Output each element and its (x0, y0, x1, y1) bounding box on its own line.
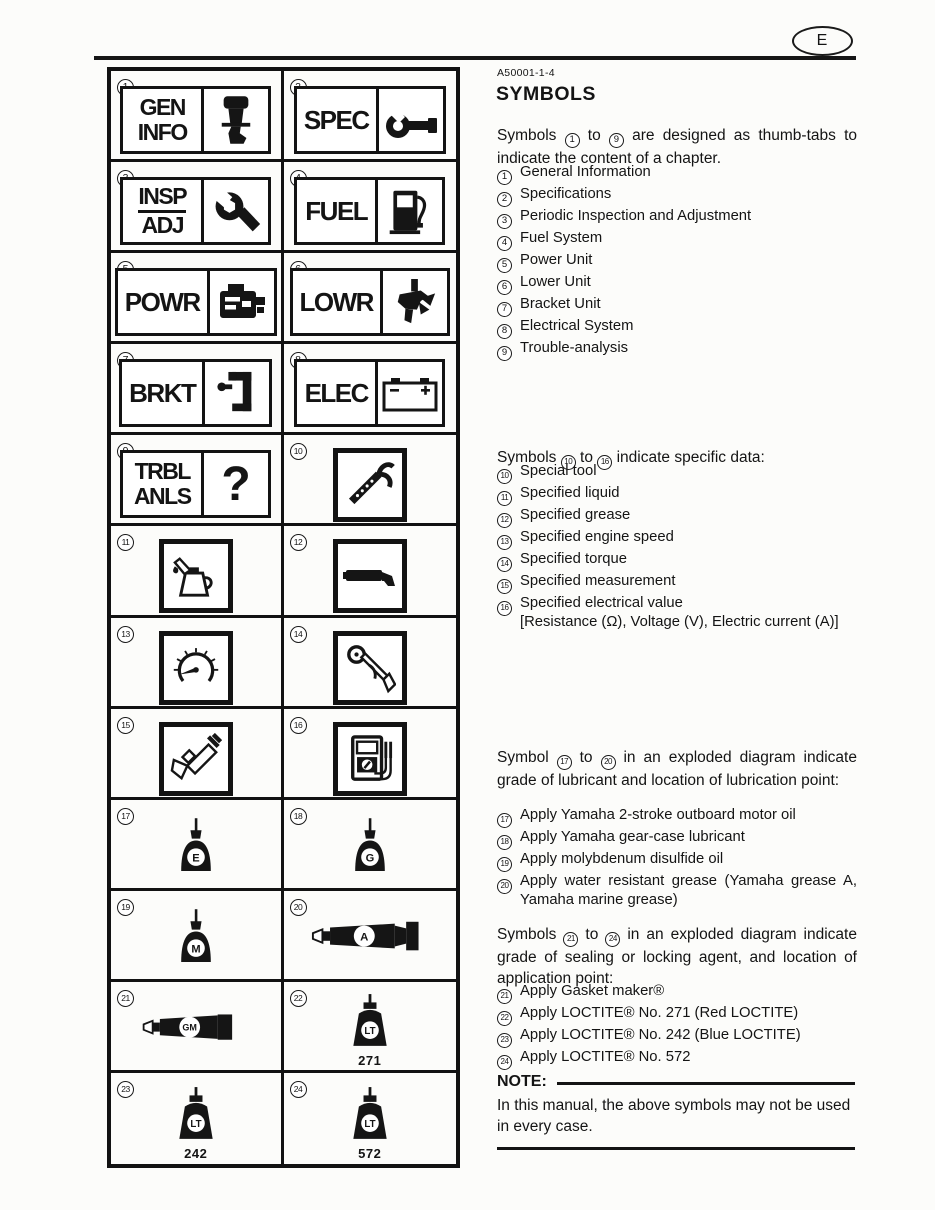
list-item-text: Bracket Unit (520, 296, 601, 312)
list-item-text: Apply LOCTITE® No. 242 (Blue LOCTITE) (520, 1027, 801, 1043)
note-block (497, 1073, 855, 1150)
list-item-number (497, 982, 520, 1004)
section-intro: Symbol 17 to 20 in an exploded diagram indicate grade of lubricant and location of lubrication point: (497, 748, 857, 789)
circled-number: 10 (497, 469, 512, 484)
chapter-label-line: POWR (124, 287, 200, 318)
list-item (497, 484, 857, 506)
chapter-label-line: GEN (139, 94, 185, 121)
symbol-cell-21 (111, 982, 284, 1073)
list-item (497, 163, 857, 185)
tachometer-icon (171, 643, 221, 693)
section-intro: Symbols 21 to 24 in an exploded diagram indicate grade of sealing or locking agent, and location of application point: (497, 925, 857, 987)
note-label: NOTE: (497, 1073, 547, 1090)
question-mark-icon (216, 458, 256, 510)
symbol-list (497, 806, 857, 910)
cell-body (111, 891, 281, 979)
circled-number: 19 (497, 857, 512, 872)
list-item-number (497, 872, 520, 910)
circled-number: 3 (497, 214, 512, 229)
circled-number: 7 (497, 302, 512, 317)
micrometer-icon (383, 98, 439, 142)
list-item-number (497, 229, 520, 251)
circled-number: 17 (497, 813, 512, 828)
circled-number: 2 (497, 192, 512, 207)
symbol-cell-20 (284, 891, 457, 982)
circled-number: 18 (497, 835, 512, 850)
note-bottom-rule (497, 1147, 855, 1150)
chapter-icon-pane (378, 180, 442, 242)
circled-number: 21 (497, 989, 512, 1004)
chapter-label-line: TRBL (134, 458, 190, 485)
symbol-frame (159, 722, 233, 796)
list-item-number (497, 339, 520, 361)
list-item-number (497, 207, 520, 229)
circled-number: 14 (497, 557, 512, 572)
list-item-text: Apply LOCTITE® No. 572 (520, 1049, 691, 1065)
cell-body (111, 162, 281, 250)
list-item-number (497, 594, 520, 632)
circled-number: 16 (290, 717, 307, 734)
symbol-art (171, 1086, 221, 1145)
circled-number: 18 (290, 808, 307, 825)
circled-number: 20 (290, 899, 307, 916)
special-tool-icon (344, 459, 396, 511)
list-item (497, 251, 857, 273)
circled-number: 9 (609, 133, 624, 148)
bottle-letter: M (191, 943, 201, 956)
cell-body (284, 526, 457, 614)
cell-body (284, 800, 457, 888)
vernier-caliper-icon (170, 733, 222, 785)
circled-number: 4 (497, 236, 512, 251)
chapter-thumbtab (119, 359, 272, 427)
loctite-number: 242 (184, 1145, 208, 1161)
chapter-thumbtab (294, 359, 445, 427)
circled-number: 16 (497, 601, 512, 616)
engine-icon (216, 279, 268, 325)
header-rule (94, 56, 856, 60)
oil-bottle-icon (171, 818, 221, 874)
list-item-text: Apply Yamaha gear-case lubricant (520, 829, 745, 845)
list-item-number (497, 828, 520, 850)
list-item-number (497, 484, 520, 506)
chapter-label-line: INSP (138, 184, 186, 213)
chapter-icon-pane (378, 362, 442, 424)
list-item-number (497, 462, 520, 484)
chapter-label (123, 453, 204, 515)
list-item-number (497, 1048, 520, 1070)
list-item (497, 185, 857, 207)
list-item-text: Apply molybdenum disulfide oil (520, 851, 724, 867)
list-item (497, 550, 857, 572)
symbol-art (140, 1009, 252, 1052)
cell-body (284, 253, 457, 341)
oil-bottle-icon (171, 909, 221, 965)
circled-number: 23 (497, 1033, 512, 1048)
circled-number: 20 (601, 755, 616, 770)
circled-number: 12 (290, 534, 307, 551)
symbol-list (497, 462, 857, 632)
loctite-bottle-icon (345, 993, 395, 1047)
chapter-label (297, 89, 379, 151)
symbol-cell-15 (111, 709, 284, 800)
symbol-cell-19 (111, 891, 284, 982)
cell-body (284, 982, 457, 1070)
circled-number: 8 (497, 324, 512, 339)
chapter-icon-pane (205, 362, 269, 424)
chapter-thumbtab (120, 86, 271, 154)
chapter-label-line: SPEC (303, 105, 369, 136)
symbol-cell-8 (284, 344, 457, 435)
svg-text:?: ? (221, 458, 251, 511)
list-item-text: Specified measurement (520, 573, 676, 589)
bottle-letter: G (365, 852, 375, 865)
chapter-label-line: FUEL (305, 196, 368, 227)
cell-body (111, 800, 281, 888)
circled-number: 10 (561, 455, 576, 470)
symbol-cell-17 (111, 800, 284, 891)
symbol-frame (333, 631, 407, 705)
circled-number: 6 (497, 280, 512, 295)
cell-body (111, 709, 281, 797)
chapter-thumbtab (290, 268, 450, 336)
list-item-text: Specified torque (520, 551, 627, 567)
circled-number: 20 (497, 879, 512, 894)
symbol-list (497, 163, 857, 361)
symbol-cell-23 (111, 1073, 284, 1164)
symbol-table (107, 67, 460, 1168)
list-item-number (497, 850, 520, 872)
circled-number: 13 (117, 626, 134, 643)
list-item-text: Electrical System (520, 318, 634, 334)
list-item-number (497, 251, 520, 273)
note-rule (557, 1082, 855, 1085)
cell-body (284, 618, 457, 706)
symbol-frame (333, 722, 407, 796)
list-item (497, 207, 857, 229)
cell-body (111, 344, 281, 432)
edition-letter: E (816, 32, 829, 49)
circled-number: 5 (497, 258, 512, 273)
symbol-cell-18 (284, 800, 457, 891)
circled-number: 19 (117, 899, 134, 916)
circled-number: 13 (497, 535, 512, 550)
symbol-list (497, 982, 857, 1070)
symbol-cell-22 (284, 982, 457, 1073)
list-item (497, 872, 857, 910)
symbol-art (345, 818, 395, 879)
tube-letter: A (359, 931, 369, 944)
symbol-frame (333, 539, 407, 613)
list-item-text: Specified grease (520, 507, 631, 523)
cell-body (111, 618, 281, 706)
list-item-text: Fuel System (520, 230, 603, 246)
loctite-number: 572 (358, 1145, 382, 1161)
list-item-number (497, 572, 520, 594)
note-text: In this manual, the above symbols may not be used in every case. (497, 1097, 851, 1135)
circled-number: 1 (565, 133, 580, 148)
circled-number: 23 (117, 1081, 134, 1098)
list-item-text: Apply Yamaha 2-stroke outboard motor oil (520, 807, 796, 823)
cell-body (284, 435, 457, 523)
list-item-number (497, 295, 520, 317)
outboard-motor-icon (217, 95, 255, 145)
symbol-frame (159, 539, 233, 613)
fuel-pump-icon (386, 186, 434, 236)
chapter-label (297, 362, 378, 424)
oil-can-icon (170, 552, 222, 600)
cell-body (284, 891, 457, 979)
chapter-label (118, 271, 210, 333)
bottle-letter: LT (364, 1118, 376, 1130)
cell-body (284, 71, 457, 159)
list-item (497, 462, 857, 484)
list-item-text: General Information (520, 164, 651, 180)
list-item (497, 850, 857, 872)
chapter-label (293, 271, 383, 333)
list-item-number (497, 528, 520, 550)
list-item (497, 339, 857, 361)
circled-number: 10 (290, 443, 307, 460)
list-item-text: Trouble-analysis (520, 340, 629, 356)
symbol-art (171, 909, 221, 970)
list-item (497, 806, 857, 828)
symbol-frame (159, 631, 233, 705)
note-head (497, 1073, 855, 1091)
oil-bottle-icon (345, 818, 395, 874)
chapter-icon-pane (383, 271, 447, 333)
list-item (497, 506, 857, 528)
cell-body (284, 1073, 457, 1164)
chapter-label-line: ELEC (304, 378, 368, 409)
bottle-letter: LT (190, 1118, 202, 1130)
doc-code: A50001-1-4 (497, 67, 555, 79)
list-item-number (497, 506, 520, 528)
list-item-number (497, 806, 520, 828)
grease-gun-icon (342, 560, 398, 592)
list-item-text: Specifications (520, 186, 612, 202)
list-item (497, 572, 857, 594)
circled-number: 1 (497, 170, 512, 185)
list-item-text: Special tool (520, 463, 597, 479)
circled-number: 11 (117, 534, 134, 551)
chapter-label-line: ANLS (133, 483, 191, 510)
circled-number: 22 (290, 990, 307, 1007)
circled-number: 15 (117, 717, 134, 734)
chapter-icon-pane (204, 453, 268, 515)
chapter-icon-pane (204, 89, 268, 151)
loctite-number: 271 (358, 1053, 382, 1069)
symbol-cell-7 (111, 344, 284, 435)
loctite-bottle-icon (345, 1086, 395, 1140)
circled-number: 17 (117, 808, 134, 825)
chapter-label-line: LOWR (299, 287, 373, 318)
symbol-cell-12 (284, 526, 457, 617)
cell-body (111, 435, 281, 523)
list-item-number (497, 185, 520, 207)
clamp-bracket-icon (215, 368, 259, 418)
chapter-icon-pane (210, 271, 274, 333)
symbol-cell-13 (111, 618, 284, 709)
symbol-art (311, 917, 429, 962)
chapter-thumbtab (120, 177, 271, 245)
battery-icon (381, 373, 439, 413)
list-item-text: Specified engine speed (520, 529, 674, 545)
symbol-cell-16 (284, 709, 457, 800)
section-intro: Symbols 1 to 9 are designed as thumb-tabs to indicate the content of a chapter. (497, 126, 857, 167)
list-item-text: Specified electrical value [Resistance (Ω), Voltage (V), Electric current (A)] (520, 595, 839, 630)
circled-number: 22 (497, 1011, 512, 1026)
list-item (497, 1048, 857, 1070)
cell-body (284, 344, 457, 432)
cell-body (284, 709, 457, 797)
symbol-cell-10 (284, 435, 457, 526)
list-item-number (497, 550, 520, 572)
lower-unit-icon (392, 277, 438, 327)
list-item-number (497, 1004, 520, 1026)
circled-number: 21 (563, 932, 578, 947)
circled-number: 24 (605, 932, 620, 947)
page-title: SYMBOLS (496, 83, 596, 105)
list-item-text: Specified liquid (520, 485, 620, 501)
chapter-icon-pane (379, 89, 443, 151)
symbol-cell-14 (284, 618, 457, 709)
symbol-cell-3 (111, 162, 284, 253)
symbol-cell-6 (284, 253, 457, 344)
list-item-text: Lower Unit (520, 274, 591, 290)
chapter-icon-pane (204, 180, 268, 242)
sealant-tube-icon (140, 1009, 252, 1047)
symbol-art (345, 993, 395, 1052)
wrench-icon (210, 185, 262, 237)
bottle-letter: E (192, 852, 200, 865)
circled-number: 14 (290, 626, 307, 643)
symbol-cell-2 (284, 71, 457, 162)
circled-number: 11 (497, 491, 512, 506)
circled-number: 24 (497, 1055, 512, 1070)
chapter-label (123, 180, 204, 242)
symbol-cell-5 (111, 253, 284, 344)
cell-body (284, 162, 457, 250)
list-item-text: Apply water resistant grease (Yamaha grease A, Yamaha marine grease) (520, 873, 857, 908)
circled-number: 17 (557, 755, 572, 770)
chapter-thumbtab (115, 268, 277, 336)
chapter-thumbtab (120, 450, 271, 518)
list-item (497, 1026, 857, 1048)
symbol-cell-9 (111, 435, 284, 526)
chapter-label (297, 180, 378, 242)
list-item-text: Apply LOCTITE® No. 271 (Red LOCTITE) (520, 1005, 799, 1021)
list-item (497, 317, 857, 339)
cell-body (111, 71, 281, 159)
list-item (497, 229, 857, 251)
chapter-label-line: BRKT (129, 378, 196, 409)
torque-wrench-icon (344, 642, 396, 694)
circled-number: 12 (497, 513, 512, 528)
circled-number: 21 (117, 990, 134, 1007)
section-intro: Symbols 10 to 16 indicate specific data: (497, 447, 857, 470)
list-item-number (497, 273, 520, 295)
list-item (497, 295, 857, 317)
circled-number: 9 (497, 346, 512, 361)
list-item-text: Periodic Inspection and Adjustment (520, 208, 752, 224)
symbol-cell-1 (111, 71, 284, 162)
chapter-thumbtab (294, 86, 446, 154)
chapter-label-line: INFO (137, 119, 187, 146)
list-item (497, 982, 857, 1004)
list-item-number (497, 317, 520, 339)
cell-body (111, 982, 281, 1070)
edition-badge (792, 26, 853, 56)
symbol-frame (333, 448, 407, 522)
cell-body (111, 253, 281, 341)
list-item-number (497, 163, 520, 185)
list-item-text: Apply Gasket maker® (520, 983, 665, 999)
tube-letter: GM (182, 1023, 197, 1034)
list-item (497, 528, 857, 550)
grease-tube-icon (311, 917, 429, 957)
list-item-number (497, 1026, 520, 1048)
symbol-cell-24 (284, 1073, 457, 1164)
symbol-cell-11 (111, 526, 284, 617)
multimeter-icon (346, 733, 394, 785)
circled-number: 16 (597, 455, 612, 470)
loctite-bottle-icon (171, 1086, 221, 1140)
chapter-label (122, 362, 205, 424)
cell-body (111, 1073, 281, 1164)
bottle-letter: LT (364, 1026, 376, 1038)
list-item (497, 594, 857, 632)
list-item-text: Power Unit (520, 252, 593, 268)
chapter-thumbtab (294, 177, 445, 245)
symbol-cell-4 (284, 162, 457, 253)
circled-number: 24 (290, 1081, 307, 1098)
chapter-label-line: ADJ (141, 212, 183, 239)
symbol-art (345, 1086, 395, 1145)
list-item (497, 273, 857, 295)
chapter-label (123, 89, 204, 151)
cell-body (111, 526, 281, 614)
list-item (497, 828, 857, 850)
symbol-art (171, 818, 221, 879)
list-item (497, 1004, 857, 1026)
circled-number: 15 (497, 579, 512, 594)
